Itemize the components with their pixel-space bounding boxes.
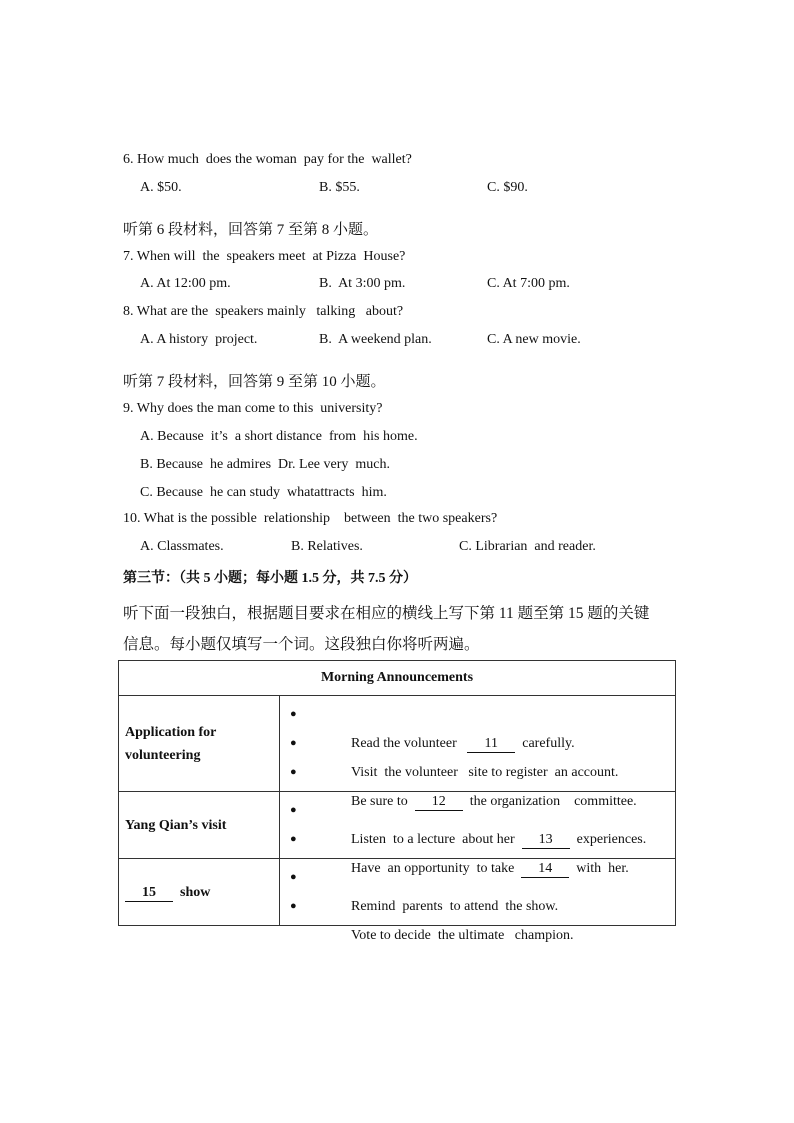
question-8-stem: 8. What are the speakers mainly talking about? [123,304,404,319]
row-label-line-1: Application for [125,724,217,740]
list-item: ● Visit the volunteer site to register an account. [280,729,675,758]
bullet-icon: ● [290,833,297,845]
row-items-visit [280,792,676,876]
bullet-icon: ● [290,737,297,749]
row-items-application [280,696,676,809]
question-9-stem: 9. Why does the man come to this university? [123,401,383,416]
question-9-option-a: A. Because it’s a short distance from his home. [140,429,418,444]
blank-11: 11 [467,736,515,753]
blank-12: 12 [415,794,463,811]
list-item: ● Listen to a lecture about her 13 experiences. [280,796,675,825]
bullet-icon: ● [290,708,297,720]
question-7-option-b: B. At 3:00 pm. [319,276,406,291]
row-label-line-2: volunteering [125,747,201,763]
blank-14: 14 [521,861,569,878]
question-10-option-b: B. Relatives. [291,539,363,554]
question-8-option-c: C. A new movie. [487,332,581,347]
question-10-stem: 10. What is the possible relationship between the two speakers? [123,511,498,526]
question-7-stem: 7. When will the speakers meet at Pizza House? [123,249,406,264]
list-item: ● Remind parents to attend the show. [280,863,675,892]
bullet-icon: ● [290,766,297,778]
question-6-option-a: A. $50. [140,180,182,195]
blank-15: 15 [125,885,173,902]
question-6-option-b: B. $55. [319,180,360,195]
question-6-stem: 6. How much does the woman pay for the wallet? [123,152,412,167]
row-label-visit: Yang Qian’s visit [119,792,280,859]
section-3-instruction-line-1: 听下面一段独白，根据题目要求在相应的横线上写下第 11 题至第 15 题的关键 [123,605,650,622]
row-items-show [280,859,676,943]
list-item: ● Read the volunteer 11 carefully. [280,700,675,729]
question-6-option-c: C. $90. [487,180,528,195]
question-9-option-b: B. Because he admires Dr. Lee very much. [140,457,390,472]
question-8-option-b: B. A weekend plan. [319,332,432,347]
section-3-title: 第三节：（共 5 小题；每小题 1.5 分，共 7.5 分） [123,571,417,586]
part-7-instruction: 听第 7 段材料，回答第 9 至第 10 小题。 [123,374,386,390]
question-7-option-c: C. At 7:00 pm. [487,276,570,291]
table-row-show [119,859,676,926]
bullet-icon: ● [290,871,297,883]
table-row-visit [119,792,676,859]
table-row-application [119,696,676,792]
bullet-icon: ● [290,900,297,912]
row-label-show: 15 show [119,859,280,926]
row-label-application [119,696,280,792]
bullet-icon: ● [290,804,297,816]
section-3-instruction-line-2: 信息。每小题仅填写一个词。这段独白你将听两遍。 [123,636,480,653]
list-item: ● Be sure to 12 the organization committee. [280,758,675,787]
morning-announcements-table [118,660,676,943]
question-10-option-c: C. Librarian and reader. [459,539,596,554]
table-title: Morning Announcements [119,661,676,696]
question-9-option-c: C. Because he can study whatattracts him. [140,485,387,500]
question-10-option-a: A. Classmates. [140,539,224,554]
list-item: ● Vote to decide the ultimate champion. [280,892,675,921]
part-6-instruction: 听第 6 段材料，回答第 7 至第 8 小题。 [123,222,379,238]
blank-13: 13 [522,832,570,849]
question-8-option-a: A. A history project. [140,332,258,347]
list-item: ● Have an opportunity to take 14 with her. [280,825,675,854]
question-7-option-a: A. At 12:00 pm. [140,276,231,291]
